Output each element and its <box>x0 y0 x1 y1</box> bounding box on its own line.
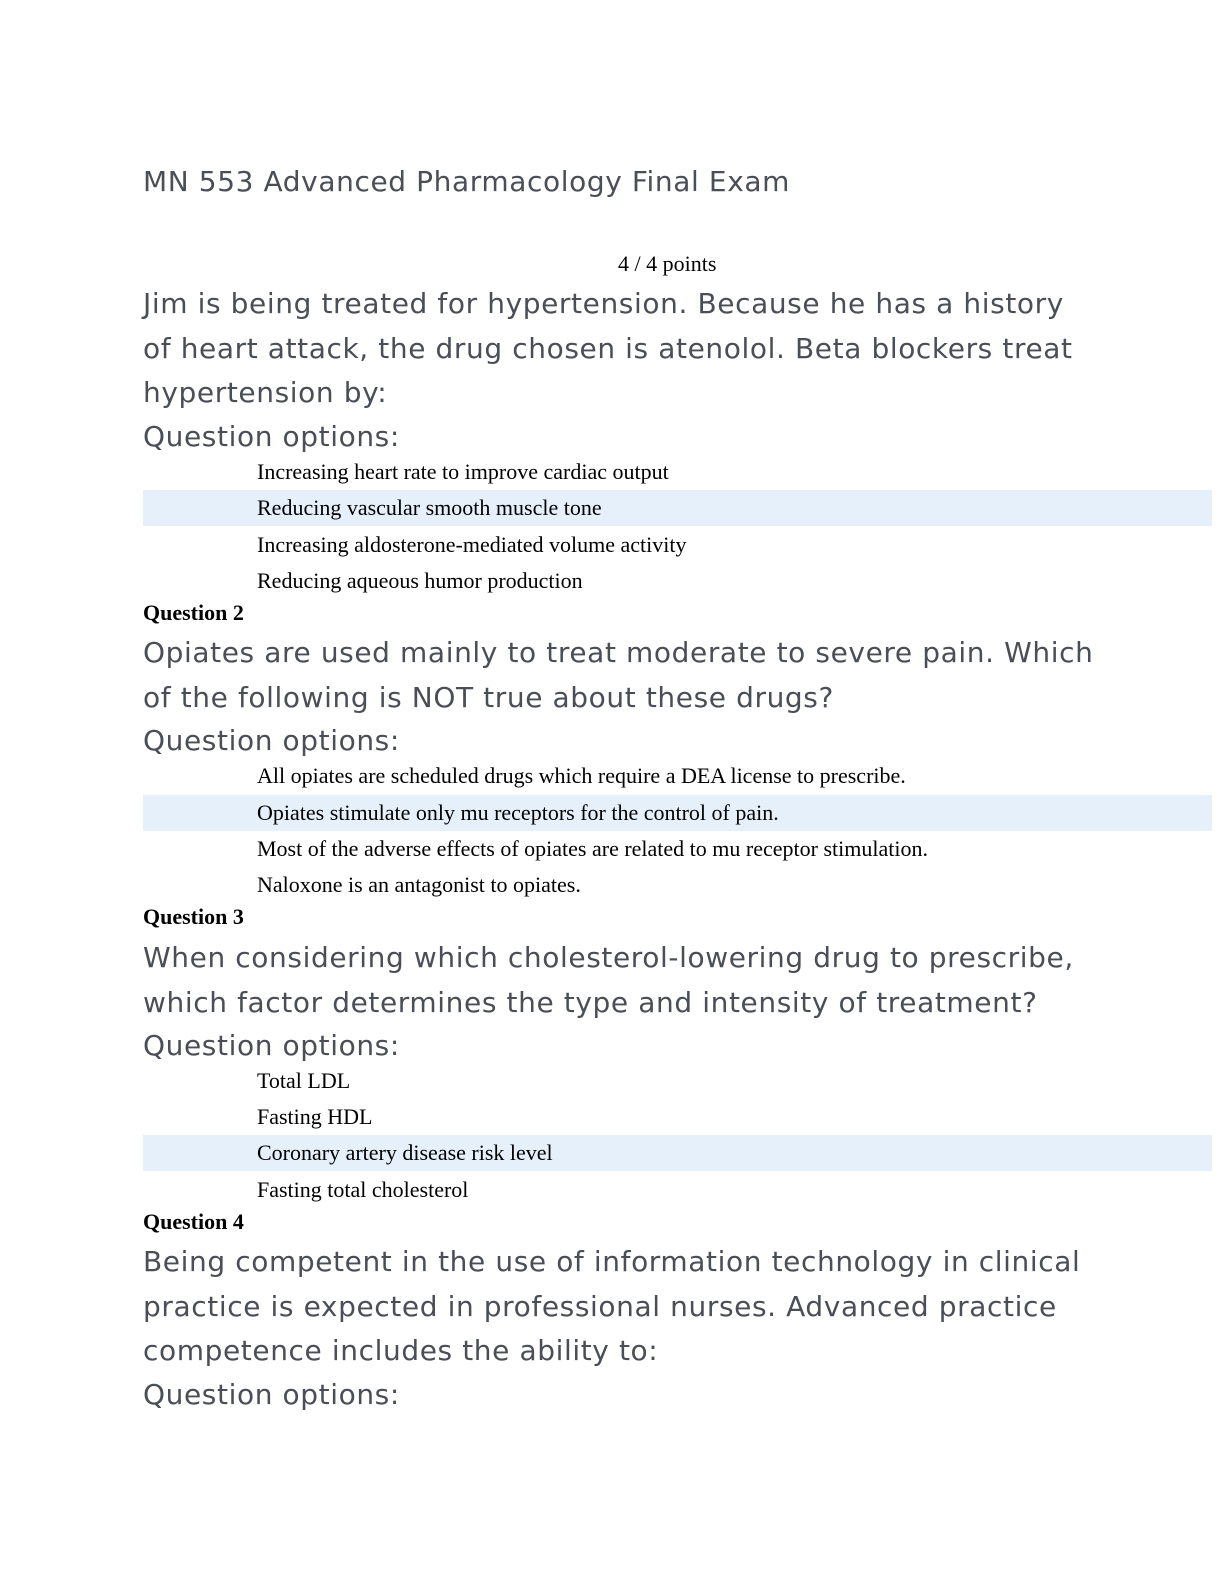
option-label: Increasing heart rate to improve cardiac output <box>257 459 669 484</box>
option-label: Fasting total cholesterol <box>257 1177 469 1202</box>
question-4-options-label: Question options: <box>143 1378 400 1411</box>
question-3-number: Question 3 <box>143 904 244 929</box>
question-1-option-2[interactable] <box>143 490 1212 526</box>
question-2-options-label: Question options: <box>143 724 400 757</box>
question-4-number: Question 4 <box>143 1209 244 1234</box>
question-text-line: which factor determines the type and intensity of treatment? <box>143 985 1038 1019</box>
option-label: Opiates stimulate only mu receptors for the control of pain. <box>257 800 779 825</box>
question-text-line: of the following is NOT true about these drugs? <box>143 680 834 714</box>
question-2-option-3[interactable] <box>143 831 1212 867</box>
question-text-line: Opiates are used mainly to treat moderate to severe pain. Which <box>143 636 1094 669</box>
question-text-line: of heart attack, the drug chosen is atenolol. Beta blockers treat <box>143 331 1073 365</box>
option-label: Coronary artery disease risk level <box>257 1140 553 1165</box>
question-1-option-1[interactable] <box>143 454 1212 490</box>
question-1-score: 4 / 4 points <box>618 251 717 276</box>
option-label: Total LDL <box>257 1068 351 1093</box>
option-label: Increasing aldosterone-mediated volume activity <box>257 532 687 557</box>
question-1-options-label: Question options: <box>143 420 400 453</box>
question-2-option-2[interactable] <box>143 795 1212 831</box>
question-3-option-1[interactable] <box>143 1063 1212 1099</box>
question-text-line: competence includes the ability to: <box>143 1334 659 1367</box>
question-text-line: When considering which cholesterol-lowering drug to prescribe, <box>143 941 1074 974</box>
option-label: Reducing vascular smooth muscle tone <box>257 495 602 520</box>
option-label: Naloxone is an antagonist to opiates. <box>257 872 581 897</box>
question-text-line: hypertension by: <box>143 376 388 409</box>
option-label: Most of the adverse effects of opiates are related to mu receptor stimulation. <box>257 836 928 861</box>
question-1-text <box>143 282 1073 416</box>
question-3-options-label: Question options: <box>143 1029 400 1062</box>
question-3-option-4[interactable] <box>143 1172 1212 1208</box>
question-1-option-3[interactable] <box>143 527 1212 563</box>
option-label: Fasting HDL <box>257 1104 373 1129</box>
question-text-line: practice is expected in professional nurses. Advanced practice <box>143 1289 1057 1323</box>
question-2-number: Question 2 <box>143 600 244 625</box>
question-2-option-4[interactable] <box>143 867 1212 903</box>
question-2-option-1[interactable] <box>143 758 1212 794</box>
page-title: MN 553 Advanced Pharmacology Final Exam <box>143 165 791 198</box>
question-3-option-3[interactable] <box>143 1135 1212 1171</box>
option-label: Reducing aqueous humor production <box>257 568 583 593</box>
question-4-text <box>143 1240 1080 1374</box>
question-3-option-2[interactable] <box>143 1099 1212 1135</box>
question-1-option-4[interactable] <box>143 563 1212 599</box>
question-3-text <box>143 936 1074 1025</box>
question-2-text <box>143 631 1093 720</box>
option-label: All opiates are scheduled drugs which require a DEA license to prescribe. <box>257 763 906 788</box>
question-text-line: Being competent in the use of information technology in clinical <box>143 1245 1081 1278</box>
question-text-line: Jim is being treated for hypertension. Because he has a history <box>143 287 1064 320</box>
